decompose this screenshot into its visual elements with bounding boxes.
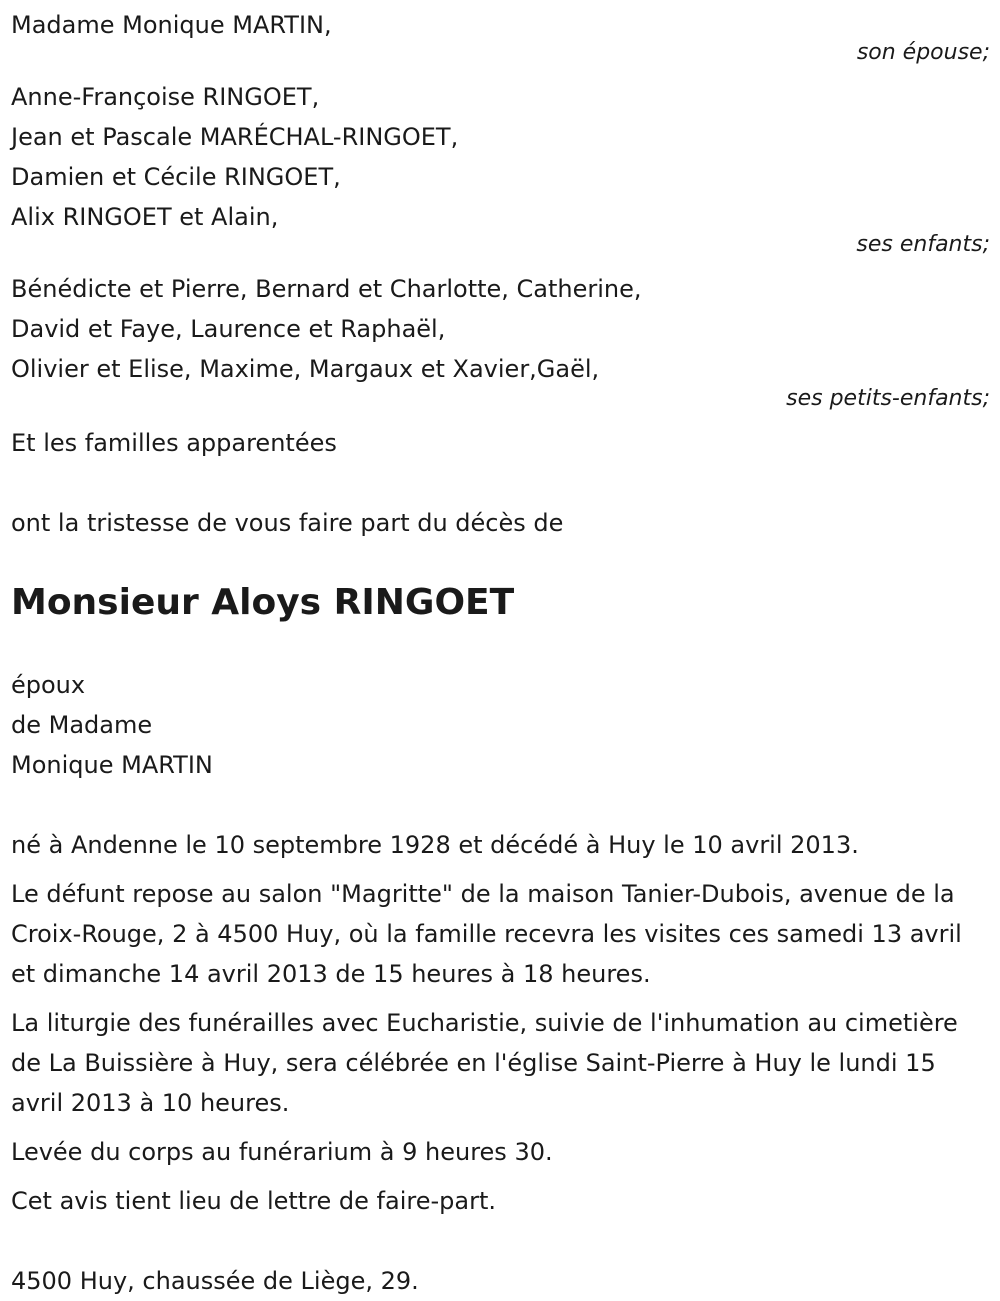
children-role: ses enfants; <box>856 232 990 257</box>
grandchildren-section <box>11 269 990 411</box>
birth-death-paragraph: né à Andenne le 10 septembre 1928 et décédé à Huy le 10 avril 2013. <box>11 831 859 859</box>
spouse-of-line: de Madame <box>11 711 153 739</box>
spouse-of-section <box>11 665 990 785</box>
spouse-of-line: époux <box>11 671 86 699</box>
families-line: Et les familles apparentées <box>11 429 337 457</box>
notice-paragraph: Cet avis tient lieu de lettre de faire-part. <box>11 1187 496 1215</box>
announcement-line: ont la tristesse de vous faire part du décès de <box>11 509 564 537</box>
spouse-of-line: Monique MARTIN <box>11 751 213 779</box>
visitation-paragraph: Le défunt repose au salon "Magritte" de la maison Tanier-Dubois, avenue de la Croix-Rouge, 2 à 4500 Huy, où la famille recevra les visites ces samedi 13 avril et dimanche 14 avril 2013 de 15 heures à 18 heures. <box>11 880 962 988</box>
spouse-role: son épouse; <box>856 40 990 65</box>
grandchildren-role: ses petits-enfants; <box>786 386 990 411</box>
child-line: Jean et Pascale MARÉCHAL-RINGOET, <box>11 123 459 151</box>
children-section <box>11 77 990 257</box>
child-line: Anne-Françoise RINGOET, <box>11 83 320 111</box>
address-line: 4500 Huy, chaussée de Liège, 29. <box>11 1267 419 1295</box>
grandchild-line: Olivier et Elise, Maxime, Margaux et Xavier,Gaël, <box>11 355 600 383</box>
obituary-notice <box>11 0 990 1301</box>
child-line: Alix RINGOET et Alain, <box>11 203 279 231</box>
grandchild-line: Bénédicte et Pierre, Bernard et Charlotte, Catherine, <box>11 275 642 303</box>
departure-paragraph: Levée du corps au funérarium à 9 heures 30. <box>11 1138 553 1166</box>
deceased-name: Monsieur Aloys RINGOET <box>11 582 515 623</box>
liturgy-paragraph: La liturgie des funérailles avec Eucharistie, suivie de l'inhumation au cimetière de La Buissière à Huy, sera célébrée en l'église Saint-Pierre à Huy le lundi 15 avril 2013 à 10 heures. <box>11 1009 958 1117</box>
grandchild-line: David et Faye, Laurence et Raphaël, <box>11 315 446 343</box>
spouse-section <box>11 5 990 65</box>
child-line: Damien et Cécile RINGOET, <box>11 163 341 191</box>
spouse-name: Madame Monique MARTIN, <box>11 11 332 39</box>
